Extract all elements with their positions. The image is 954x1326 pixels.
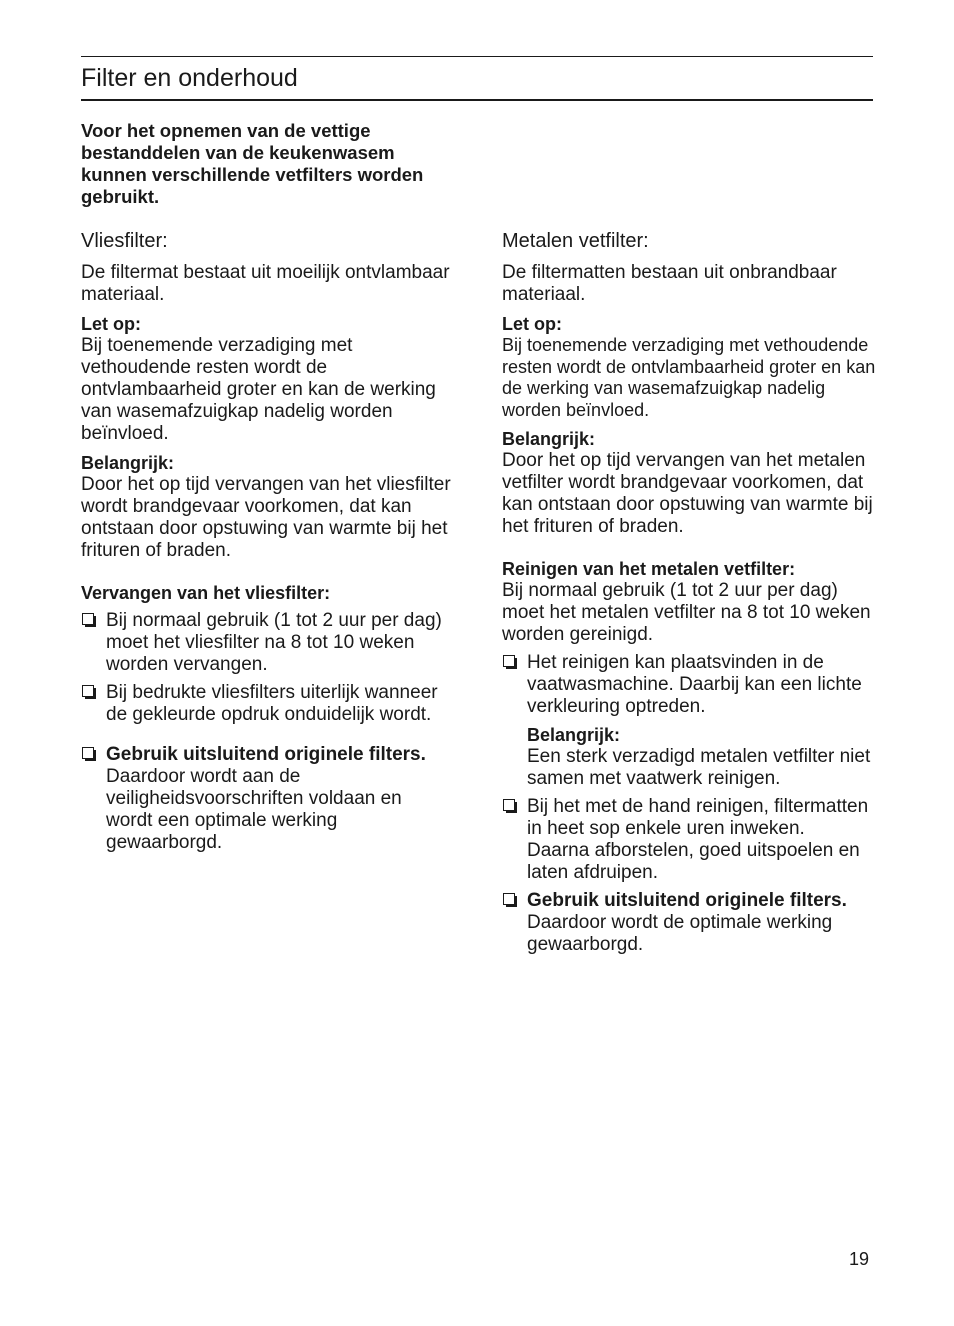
list-item-text: Het reinigen kan plaatsvinden in de vaatwasmachine. Daarbij kan een lichte verkleuring optreden. [527, 652, 862, 717]
page-number: 19 [849, 1249, 870, 1269]
replace-list [81, 610, 453, 854]
clean-text: Bij normaal gebruik (1 tot 2 uur per dag) moet het metalen vetfilter na 8 tot 10 weken worden gereinigd. [502, 580, 871, 645]
original-filters-bold: Gebruik uitsluitend originele filters. [527, 890, 847, 911]
list-item [81, 610, 453, 676]
replace-label: Vervangen van het vliesfilter: [81, 583, 331, 603]
checkbox-bullet-icon [82, 747, 94, 759]
let-op-text: Bij toenemende verzadiging met vethoudende resten wordt de ontvlambaarheid groter en kan de werking van wasemafzuigkap nadelig worden beïnvloed. [502, 335, 876, 420]
vliesfilter-section [81, 228, 453, 854]
list-item [502, 652, 876, 790]
belangrijk-label: Belangrijk: [81, 453, 175, 473]
checkbox-bullet-icon [503, 655, 515, 667]
clean-label: Reinigen van het metalen vetfilter: [502, 559, 796, 579]
list-item [502, 796, 876, 884]
checkbox-bullet-icon [82, 613, 94, 625]
belangrijk-label: Belangrijk: [502, 429, 596, 449]
header-rule-bottom [81, 99, 873, 101]
header-rule-top [81, 56, 873, 57]
list-item-text-2: Daarna afborstelen, goed uitspoelen en laten afdruipen. [527, 840, 860, 883]
list-item-text: Bij het met de hand reinigen, filtermatten in heet sop enkele uren inweken. [527, 796, 869, 839]
page-title: Filter en onderhoud [81, 64, 298, 92]
list-item [81, 682, 453, 726]
metalen-heading: Metalen vetfilter: [502, 230, 649, 252]
metalen-vetfilter-section [502, 228, 876, 956]
list-item [502, 890, 876, 956]
vliesfilter-heading: Vliesfilter: [81, 230, 168, 252]
metalen-description: De filtermatten bestaan uit onbrandbaar materiaal. [502, 262, 837, 305]
original-filters-text: Daardoor wordt aan de veiligheidsvoorschriften voldaan en wordt een optimale werking gewaarborgd. [106, 766, 402, 853]
intro-text: Voor het opnemen van de vettige bestanddelen van de keukenwasem kunnen verschillende vetfilters worden gebruikt. [81, 120, 424, 207]
let-op-text: Bij toenemende verzadiging met vethoudende resten wordt de ontvlambaarheid groter en kan de werking van wasemafzuigkap nadelig worden beïnvloed. [81, 335, 436, 444]
vliesfilter-description: De filtermat bestaat uit moeilijk ontvlambaar materiaal. [81, 262, 450, 305]
belangrijk-sub-label: Belangrijk: [527, 725, 621, 745]
list-item-text: Bij normaal gebruik (1 tot 2 uur per dag) moet het vliesfilter na 8 tot 10 weken worden vervangen. [106, 610, 442, 675]
list-item [81, 744, 453, 854]
checkbox-bullet-icon [503, 893, 515, 905]
original-filters-bold: Gebruik uitsluitend originele filters. [106, 744, 426, 765]
belangrijk-text: Door het op tijd vervangen van het vliesfilter wordt brandgevaar voorkomen, dat kan ontstaan door opstuwing van warmte bij het frituren of braden. [81, 474, 451, 561]
clean-list [502, 652, 876, 956]
checkbox-bullet-icon [503, 799, 515, 811]
checkbox-bullet-icon [82, 685, 94, 697]
original-filters-text: Daardoor wordt de optimale werking gewaarborgd. [527, 912, 833, 955]
belangrijk-sub-text: Een sterk verzadigd metalen vetfilter niet samen met vaatwerk reinigen. [527, 746, 871, 789]
let-op-label: Let op: [502, 314, 562, 334]
belangrijk-text: Door het op tijd vervangen van het metalen vetfilter wordt brandgevaar voorkomen, dat kan ontstaan door opstuwing van warmte bij het frituren of braden. [502, 450, 873, 537]
let-op-label: Let op: [81, 314, 141, 334]
list-item-text: Bij bedrukte vliesfilters uiterlijk wanneer de gekleurde opdruk onduidelijk wordt. [106, 682, 438, 725]
